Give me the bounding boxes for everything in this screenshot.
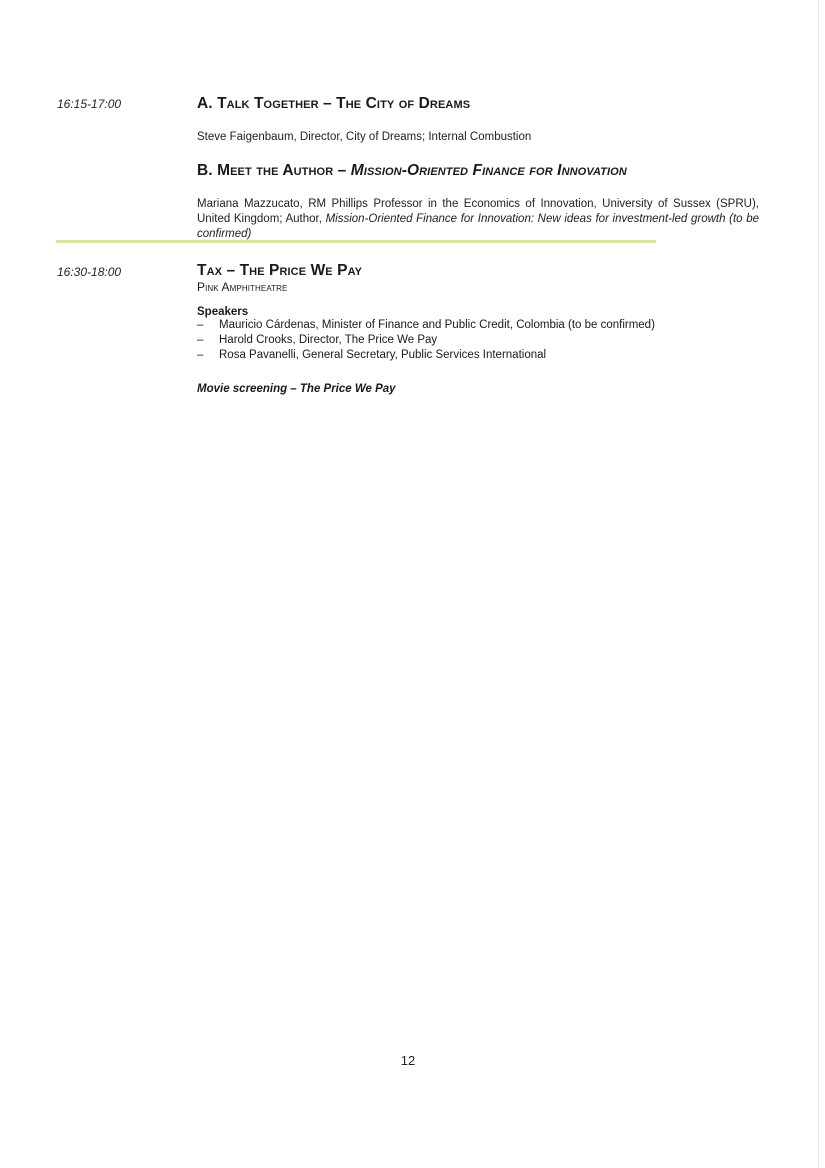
session-b-speaker-text: Mariana Mazzucato, RM Phillips Professor in the Economics of Innovation, University of Sussex (SPRU), United Kingdom; Author,	[197, 198, 759, 225]
movie-screening: Movie screening – The Price We Pay	[197, 383, 396, 395]
list-dash: –	[197, 319, 204, 331]
session-content	[197, 262, 759, 395]
list-item	[197, 333, 759, 348]
list-dash: –	[197, 349, 204, 361]
list-item	[197, 348, 759, 363]
speaker-name: Harold Crooks, Director, The Price We Pay	[219, 334, 438, 346]
session-a-speakers: Steve Faigenbaum, Director, City of Dreams; Internal Combustion	[197, 131, 532, 143]
session-b-book-title: Mission-Oriented Finance for Innovation: New ideas for investment-led growth (to be confirmed)	[197, 213, 759, 240]
session-time: 16:30-18:00	[57, 265, 122, 279]
page-number: 12	[400, 1053, 416, 1068]
session-heading: Tax – The Price We Pay	[197, 262, 363, 279]
session-content	[197, 95, 759, 242]
session-b-heading	[197, 162, 759, 180]
speakers-label: Speakers	[197, 306, 249, 318]
list-dash: –	[197, 334, 204, 346]
session-location: Pink Amphitheatre	[197, 280, 288, 294]
speaker-name: Mauricio Cárdenas, Minister of Finance and Public Credit, Colombia (to be confirmed)	[219, 319, 655, 331]
page-edge	[818, 0, 819, 1168]
speaker-name: Rosa Pavanelli, General Secretary, Public Services International	[219, 349, 547, 361]
session-a-heading: A. Talk Together – The City of Dreams	[197, 95, 471, 112]
speaker-list	[197, 318, 759, 363]
list-item	[197, 318, 759, 333]
session-b-heading-prefix: B. Meet the Author –	[197, 162, 351, 179]
section-divider	[56, 240, 656, 243]
session-time: 16:15-17:00	[57, 97, 122, 111]
session-b-speaker	[197, 197, 759, 242]
session-b-heading-title: Mission-Oriented Finance for Innovation	[350, 162, 627, 179]
